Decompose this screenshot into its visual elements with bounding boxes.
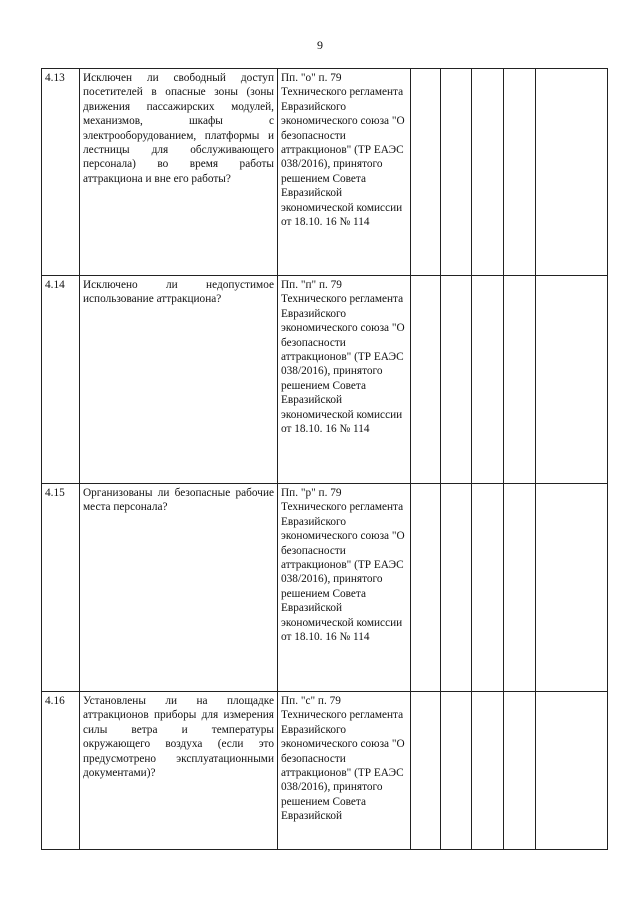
legal-reference: Пп. "р" п. 79 Технического регламента Евразийского экономического союза "О безопасности аттракционов" (ТР ЕАЭС 038/2016), принятого решением Совета Евразийской экономической комиссии от 18.10. 16 № 114 [278,484,411,692]
answer-yes-cell[interactable] [411,69,441,276]
answer-not-applicable-cell[interactable] [472,692,504,850]
answer-no-cell[interactable] [441,69,472,276]
answer-not-applicable-cell[interactable] [472,484,504,692]
notes-cell[interactable] [536,69,608,276]
item-number: 4.14 [42,276,80,484]
answer-extra-cell[interactable] [504,484,536,692]
legal-reference: Пп. "о" п. 79 Технического регламента Евразийского экономического союза "О безопасности аттракционов" (ТР ЕАЭС 038/2016), принятого решением Совета Евразийской экономической комиссии от 18.10. 16 № 114 [278,69,411,276]
answer-no-cell[interactable] [441,692,472,850]
table-row [42,69,608,276]
answer-no-cell[interactable] [441,484,472,692]
checklist-table [41,68,608,850]
answer-yes-cell[interactable] [411,276,441,484]
answer-extra-cell[interactable] [504,692,536,850]
answer-not-applicable-cell[interactable] [472,276,504,484]
table-row [42,276,608,484]
answer-yes-cell[interactable] [411,484,441,692]
answer-no-cell[interactable] [441,276,472,484]
legal-reference: Пп. "п" п. 79 Технического регламента Евразийского экономического союза "О безопасности аттракционов" (ТР ЕАЭС 038/2016), принятого решением Совета Евразийской экономической комиссии от 18.10. 16 № 114 [278,276,411,484]
answer-not-applicable-cell[interactable] [472,69,504,276]
item-number: 4.16 [42,692,80,850]
answer-extra-cell[interactable] [504,69,536,276]
question-text: Организованы ли безопасные рабочие места персонала? [80,484,278,692]
answer-extra-cell[interactable] [504,276,536,484]
answer-yes-cell[interactable] [411,692,441,850]
notes-cell[interactable] [536,692,608,850]
table-row [42,692,608,850]
question-text: Исключено ли недопустимое использование аттракциона? [80,276,278,484]
notes-cell[interactable] [536,484,608,692]
item-number: 4.15 [42,484,80,692]
question-text: Установлены ли на площадке аттракционов приборы для измерения силы ветра и температуры окружающего воздуха (если это предусмотрено эксплуатационными документами)? [80,692,278,850]
legal-reference: Пп. "с" п. 79 Технического регламента Евразийского экономического союза "О безопасности аттракционов" (ТР ЕАЭС 038/2016), принятого решением Совета Евразийской [278,692,411,850]
table-row [42,484,608,692]
item-number: 4.13 [42,69,80,276]
notes-cell[interactable] [536,276,608,484]
page-number: 9 [317,38,323,52]
question-text: Исключен ли свободный доступ посетителей в опасные зоны (зоны движения пассажирских модулей, механизмов, шкафы с электрооборудованием, платформы и лестницы для обслуживающего персонала) во время работы аттракциона и вне его работы? [80,69,278,276]
